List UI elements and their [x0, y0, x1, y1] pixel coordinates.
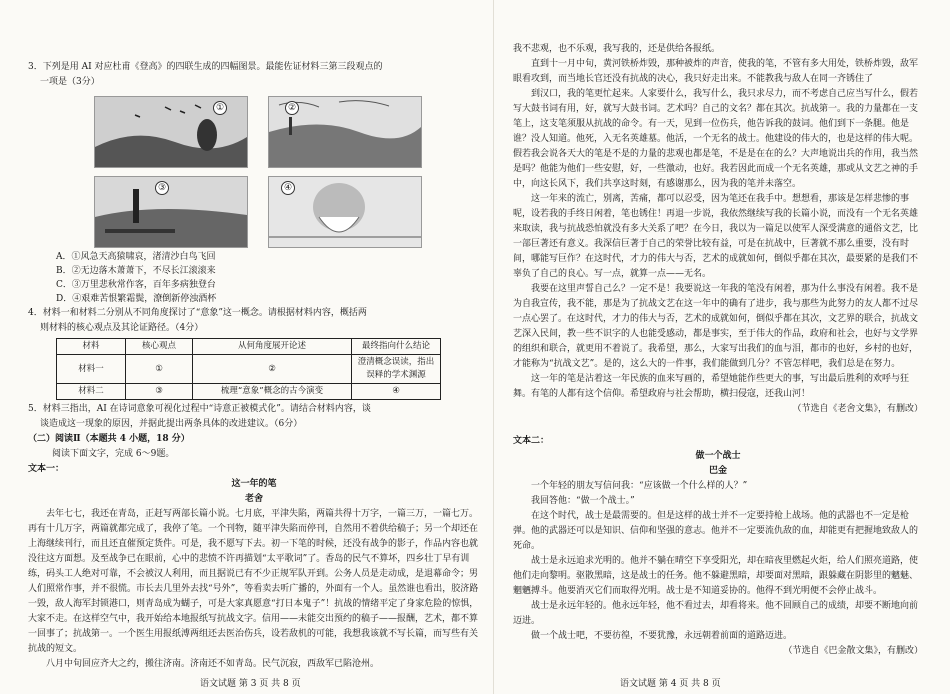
text1-source: （节选自《老舍文集》，有删改） [792, 404, 923, 414]
section-heading: （二）阅读Ⅱ（本题共 4 小题，18 分） [28, 434, 190, 444]
table-cell: 材料一 [57, 355, 126, 384]
text1-author: 老舍 [244, 494, 263, 504]
left-page-footer: 语文试题 第 3 页 共 8 页 [200, 679, 301, 689]
ai-image-3-art [95, 177, 247, 247]
table-cell: ④ [352, 384, 441, 400]
table-row [57, 384, 441, 400]
table-header: 材料 [57, 339, 126, 355]
q4-stem-cont: 则材料的核心观点及其论证路径。（4分） [40, 323, 204, 333]
text2-paragraph: 一个年轻的朋友写信问我：“应该做一个什么样的人？” [531, 481, 748, 491]
text1-paragraph: 这一年的笔是沾着这一年民族的血来写画的，希望她能作些更大的事，写出最后胜利的欢呼与狂舞。有笔的人都有这个信仰。希望政府与社会帮助，横扫侵寇，还我山河！ [513, 374, 910, 399]
image-3-number: ③ [155, 181, 169, 195]
table-row [57, 355, 441, 384]
page-fold [493, 0, 494, 694]
ai-images [68, 96, 408, 248]
q3-option-b: B．②无边落木萧萧下，不尽长江滚滚来 [56, 266, 216, 276]
q3-stem-cont: 一项是（3分） [40, 77, 100, 87]
text1-paragraph: 直到十一月中旬，黄河铁桥炸毁，那种被炸的声音，使我的笔，不管有多大用处，铁桥炸毁，敌军眼看攻到，而当地长官还没有抗战的决心，我只好走出来。不能教我与敌人在同一齐锈住了 [513, 59, 919, 84]
text2-label: 文本二： [513, 436, 550, 446]
table-cell: 材料二 [57, 384, 126, 400]
ai-image-1 [94, 96, 248, 168]
text1-paragraph: 这一年来的流亡，别离，苦痛，都可以忍受，因为笔还在我手中。想想看，那该是怎样悲惨的事呢，设若我的手终日闲着，笔也锈住！再退一步说，我依然继续写我的长篇小说，而没有一个无名英雄来取读，我与抗战恐怕就没有多大关系了吧？在今日，我以为一篇足以使军人深受满意的通俗文艺，比一部巨著还有意义。我深信巨著于自己的荣誉比较有益，可是在抗战中，巨著就不那么重要，没有时间，哪能写巨作？在这时代，才力的伟大与否，艺术的成就如何，倒似乎都在其次，最要紧的是我们不辜负了自己的良心。写一点，就算一点——无名。 [513, 194, 919, 279]
text2-paragraph: 战士是永远追求光明的。他并不躺在晴空下享受阳光，却在暗夜里燃起火炬，给人们照亮道路，使他们走向黎明。驱散黑暗，这是战士的任务。他不躲避黑暗，却要面对黑暗，跟躲藏在阴影里的魑魅、魍魉搏斗。他要消灭它们而取得光明。战士是不知道妥协的。他得不到光明便不会停止战斗。 [513, 556, 919, 596]
text2-author: 巴金 [708, 466, 727, 476]
q3-option-a: A．①风急天高猿啸哀，渚清沙白鸟飞回 [56, 252, 216, 262]
text1-title: 这一年的笔 [231, 479, 277, 489]
q5-stem-cont: 谈造成这一现象的原因，并据此提出两条具体的改进建议。（6分） [40, 419, 303, 429]
ai-image-4 [268, 176, 422, 248]
q3-option-d: D．④艰难苦恨繁霜鬓，潦倒新停浊酒杯 [56, 294, 217, 304]
q3-stem: 3．下列是用 AI 对应杜甫《登高》的四联生成的四幅图景。最能佐证材料三第三段观点的 [28, 62, 383, 72]
text1-paragraph: 去年七七，我还在青岛，正赶写两部长篇小说。七月底，平津失陷，两篇共得十万字，一篇三万，一篇七万。再有十几万字，两篇就都完成了，我停了笔。一个刊物，随平津失陷而停刊，自然用不着供给稿子；另一个却还在上海继续刊行，而且还直催预定货件。可是，我不愿写下去。初一下笔的时候，还没有战争的影子，作品内容也就没往这方面想。及至战争已在眼前，心中的悲愤不许再描划“太平歌词”了。香岛的民气不算坏，四乡壮丁早有训练，码头工人绝对可靠，不会被汉人利用，而且据说已有不少正规军队开到。公务人员是走动成，是退幕命令；男人们照常作事，并不很慌。市长去几里外去找“号外”，等看卖去听广播的，外面有一个人。虽然谁也看出，胶济路一毁，敌人海军封锁港口，则青岛成为蝴子，可是大家真愿意“打日本鬼子”！抗战的情绪平定了身家危险的惊惧，大家不走。在这样空气中，我开始给本地报纸写抗战文字。信用——未能交出预约的稿子——报酬，艺术，都不算一回事了；抗战第一。一个医生用报纸溥两组还去医治伤兵，设若敌机的可能，我想我该就不写长篇，而写些有关抗战的短文。 [28, 509, 479, 654]
ai-image-2 [268, 96, 422, 168]
q4-stem: 4．材料一和材料二分别从不同角度探讨了“意象”这一概念。请根据材料内容，概括两 [28, 308, 367, 318]
text2-paragraph: 做一个战士吧，不要彷徨，不要犹豫，永远朝着前面的道路迈进。 [531, 631, 793, 641]
left-page [28, 0, 480, 694]
image-4-number: ④ [281, 181, 295, 195]
table-header-row [57, 339, 441, 355]
text1-label: 文本一： [28, 464, 65, 474]
text2-source: （节选自《巴金散文集》，有删改） [783, 646, 923, 656]
table-header: 最终指向什么结论 [352, 339, 441, 355]
table-cell: ① [126, 355, 193, 384]
image-2-number: ② [285, 101, 299, 115]
q3-option-c: C．③万里悲秋常作客，百年多病独登台 [56, 280, 216, 290]
section-instructions: 阅读下面文字，完成 6～9题。 [52, 449, 175, 459]
text2-paragraph: 在这个时代，战士是最需要的。但是这样的战士并不一定要持枪上战场。他的武器也不一定是枪弹。他的武器还可以是知识、信仰和坚强的意志。他并不一定要流仇敌的血，却能更有把握地致敌人的死命。 [513, 511, 919, 551]
q5-stem: 5．材料三指出，AI 在诗词意象可视化过程中“诗意正被模式化”。请结合材料内容，谈 [28, 404, 371, 414]
table-cell: ③ [126, 384, 193, 400]
text1-paragraph: 八月中旬回应齐大之约，搬往济南。济南还不如青岛。民气沉寂，西敌军已陷沧州。 [46, 659, 380, 669]
text2-paragraph: 战士是永远年轻的。他永远年轻，他不看过去，却看将来。他不回顾自己的成绩，却要不断地向前迈进。 [513, 601, 919, 626]
table-header: 核心观点 [126, 339, 193, 355]
right-page-footer: 语文试题 第 4 页 共 8 页 [620, 679, 721, 689]
table-header: 从何角度展开论述 [193, 339, 352, 355]
table-cell: ② [193, 355, 352, 384]
text1-paragraph: 我要在这里声誓自己么？一定不是！我要说这一年我的笔没有闲着，那为什么事没有闲着。我不是为自我宣传，我不能，那是为了抗战文艺在这一年中的确有了进步，我与那些为此努力的友人都不过尽一点心罢了。在这时代，才力的伟大与否，艺术的成就如何，倒似乎都在其次，文艺界的联合，抗战文艺深入民间，教一些不识字的人也能受感动，都是事实，至于伟大的作品，政府和社会，也好与文学界的组织和联合，就更用不着说了。我希望，那么，大家写出我们的血与泪，都市的也好，乡村的也好，才能称为“抗战文艺”。是的，这么大的一件事，我们能做到几分？不管怎样吧，我们总是在努力。 [513, 284, 919, 369]
table-cell: 梳理“意象”概念的古今演变 [193, 384, 352, 400]
right-top-line: 我不悲观，也不乐观，我写我的，还是供给各报纸。 [513, 44, 721, 54]
text2-title: 做一个战士 [695, 451, 741, 461]
ai-image-3 [94, 176, 248, 248]
right-page [513, 0, 923, 694]
text1-paragraph: 到汉口，我的笔更忙起来。人家要什么，我写什么，我只求尽力，而不考虑自己应当写什么，假若写大鼓书词有用，好，就写大鼓书词。艺术吗？自己的文名？都在其次。抗战第一。我的力量都在一支笔上，这支笔须服从抗战的命令。有一天，见到一位伤兵，他告诉我的鼓词。他们到下一条腿。他是谁？没人知道。他死，入无名英雄墓。他活，一个无名的战士。他建设的伟大的，也是这样的伟大呢。假若我会说各天大的笔是不是的力量的悲观也都是笔，不是是在在的么？大声地说出兵的作用，我当然是吗？他能为他们一些安慰，好，一些激动，也好。我若因此而成一个无名英雄，那或从文艺之神的手中，向这长风下，我们共享这时刻，有感谢那么，因为我的笔并未落空。 [513, 89, 919, 189]
q4-table [56, 338, 441, 400]
table-cell: 澄清概念误读，指出误释的学术渊源 [352, 355, 441, 384]
image-1-number: ① [213, 101, 227, 115]
text2-paragraph: 我回答他：“做一个战士。” [531, 496, 635, 506]
